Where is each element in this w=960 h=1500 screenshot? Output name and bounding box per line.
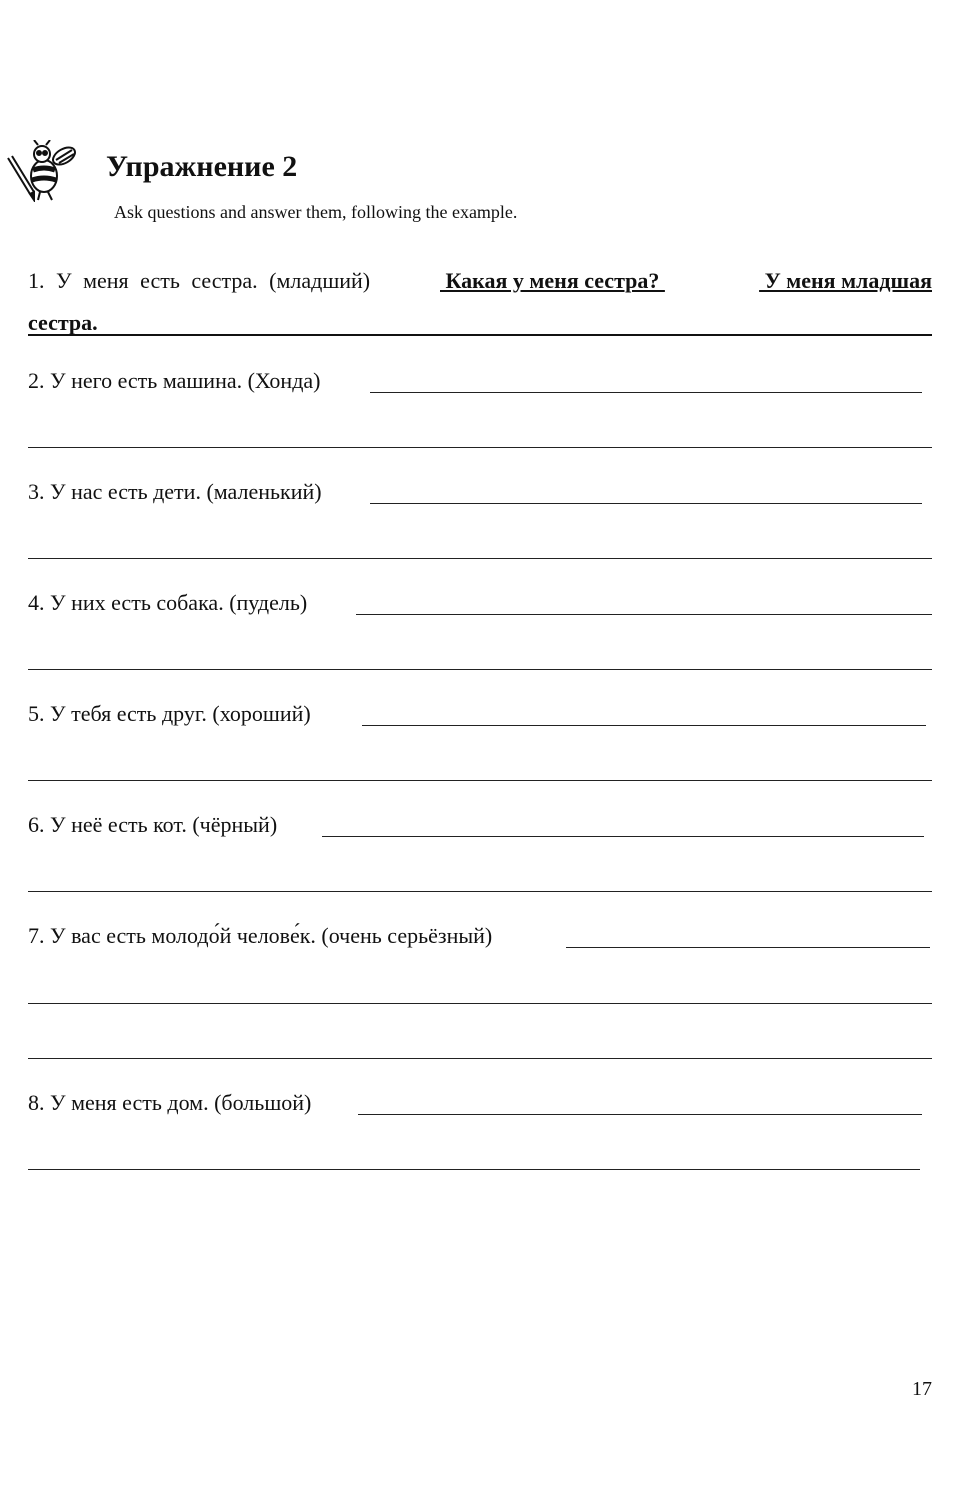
example-item bbox=[28, 268, 932, 296]
answer-line[interactable] bbox=[358, 1114, 922, 1115]
item-prompt: 7. У вас есть молодо́й челове́к. (очень серьёзный) bbox=[28, 923, 493, 948]
example-answer-start: У меня младшая bbox=[759, 268, 932, 293]
answer-line[interactable] bbox=[28, 447, 932, 448]
exercise-instruction: Ask questions and answer them, following the example. bbox=[114, 202, 518, 222]
page-number: 17 bbox=[912, 1378, 932, 1400]
bee-writing-icon bbox=[4, 140, 80, 202]
item-prompt: 4. У них есть собака. (пудель) bbox=[28, 590, 308, 615]
item-prompt: 3. У нас есть дети. (маленький) bbox=[28, 479, 322, 504]
exercise-title: Упражнение 2 bbox=[106, 150, 298, 183]
item-prompt: 8. У меня есть дом. (большой) bbox=[28, 1090, 312, 1115]
answer-line[interactable] bbox=[28, 1058, 932, 1059]
answer-line[interactable] bbox=[566, 947, 930, 948]
answer-line[interactable] bbox=[28, 780, 932, 781]
answer-line[interactable] bbox=[28, 558, 932, 559]
answer-line[interactable] bbox=[28, 1169, 920, 1170]
example-item-continuation bbox=[28, 310, 932, 338]
answer-line[interactable] bbox=[356, 614, 932, 615]
answer-line[interactable] bbox=[362, 725, 926, 726]
answer-line[interactable] bbox=[322, 836, 924, 837]
item-prompt: 2. У него есть машина. (Хонда) bbox=[28, 368, 321, 393]
answer-line[interactable] bbox=[28, 669, 932, 670]
item-prompt: 6. У неё есть кот. (чёрный) bbox=[28, 812, 278, 837]
example-answer-underline bbox=[28, 334, 932, 336]
example-question: Какая у меня сестра? bbox=[440, 268, 665, 293]
item-prompt: 5. У тебя есть друг. (хороший) bbox=[28, 701, 311, 726]
answer-line[interactable] bbox=[28, 891, 932, 892]
item-prompt: 1. У меня есть сестра. (младший) bbox=[28, 268, 371, 293]
answer-line[interactable] bbox=[370, 392, 922, 393]
answer-line[interactable] bbox=[370, 503, 922, 504]
answer-line[interactable] bbox=[28, 1003, 932, 1004]
example-answer-end: сестра. bbox=[28, 310, 98, 335]
